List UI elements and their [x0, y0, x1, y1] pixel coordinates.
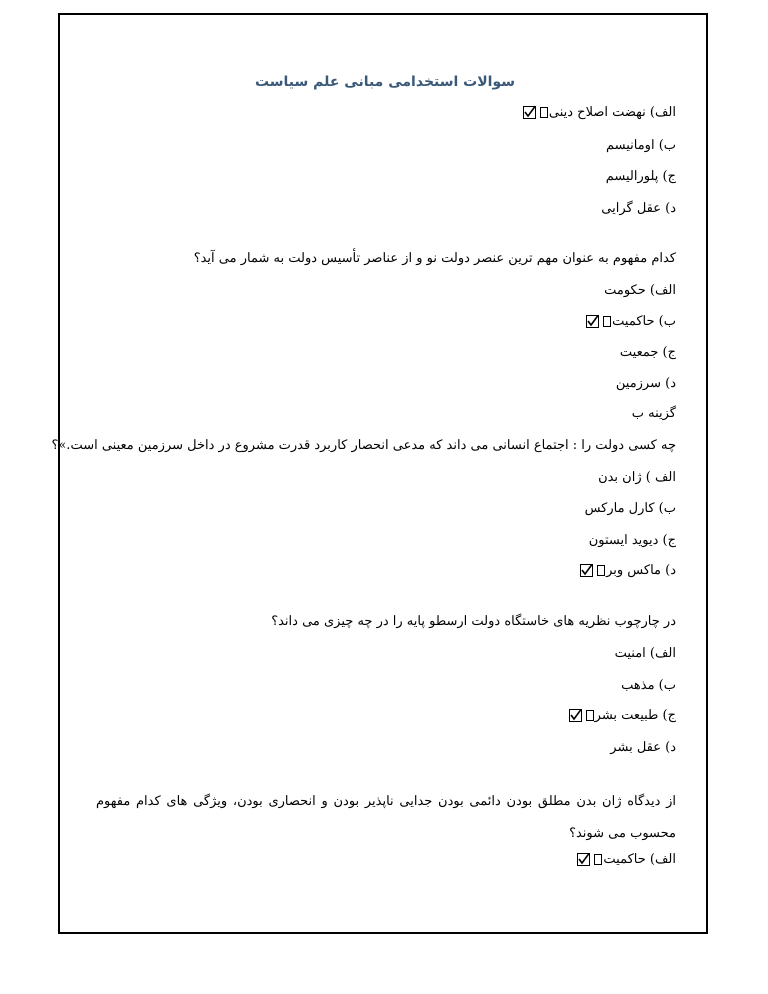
- q2-answer: گزینه ب: [631, 406, 676, 421]
- q3-option-b: ب) کارل مارکس: [584, 501, 676, 516]
- q2-question: کدام مفهوم به عنوان مهم ترین عنصر دولت نو و از عناصر تأسیس دولت به شمار می آید؟: [193, 251, 676, 266]
- empty-box-icon: [603, 316, 611, 327]
- q5-option-a: [577, 850, 676, 870]
- q4-question: در چارچوب نظریه های خاستگاه دولت ارسطو پایه را در چه چیزی می داند؟: [271, 614, 676, 629]
- q2-option-b: [586, 312, 676, 332]
- empty-box-icon: [594, 854, 602, 865]
- document-title: سوالات استخدامی مبانی علم سیاست: [254, 74, 516, 90]
- q3-question: چه کسی دولت را : اجتماع انسانی می داند که مدعی انحصار کاربرد قدرت مشروع در داخل سرزمین معینی است.»؟: [51, 438, 676, 453]
- checkbox-checked-icon: [586, 315, 599, 328]
- checkbox-checked-icon: [569, 709, 582, 722]
- q1-option-c: ج) پلورالیسم: [605, 169, 676, 184]
- q5-question: از دیدگاه ژان بدن مطلق بودن دائمی بودن جدایی ناپذیر بودن و انحصاری بودن، ویژگی های کدام مفهوم محسوب می شوند؟: [96, 794, 676, 841]
- empty-box-icon: [540, 107, 548, 118]
- q3-option-a: الف ) ژان بدن: [598, 470, 676, 485]
- option-text: الف) حاکمیت: [603, 852, 676, 867]
- checkbox-checked-icon: [580, 564, 593, 577]
- option-text: ج) طبیعت بشر: [594, 708, 676, 723]
- empty-box-icon: [597, 565, 605, 576]
- option-text: د) ماکس وبر: [606, 563, 676, 578]
- q3-option-c: ج) دیوید ایستون: [588, 533, 676, 548]
- q4-option-a: الف) امنیت: [614, 646, 676, 661]
- q1-option-d: د) عقل گرایی: [601, 201, 676, 216]
- checkbox-checked-icon: [523, 106, 536, 119]
- option-text: الف) نهضت اصلاح دینی: [548, 105, 676, 120]
- empty-box-icon: [586, 710, 594, 721]
- q4-option-c: [569, 706, 676, 726]
- q2-option-d: د) سرزمین: [615, 376, 676, 391]
- q2-option-a: الف) حکومت: [604, 283, 676, 298]
- option-text: ب) حاکمیت: [612, 314, 676, 329]
- q4-option-b: ب) مذهب: [621, 678, 676, 693]
- q4-option-d: د) عقل بشر: [610, 740, 676, 755]
- q3-option-d: [580, 561, 676, 581]
- q1-option-a: [523, 103, 676, 123]
- checkbox-checked-icon: [577, 853, 590, 866]
- q1-option-b: ب) اومانیسم: [605, 138, 676, 153]
- q2-option-c: ج) جمعیت: [619, 345, 676, 360]
